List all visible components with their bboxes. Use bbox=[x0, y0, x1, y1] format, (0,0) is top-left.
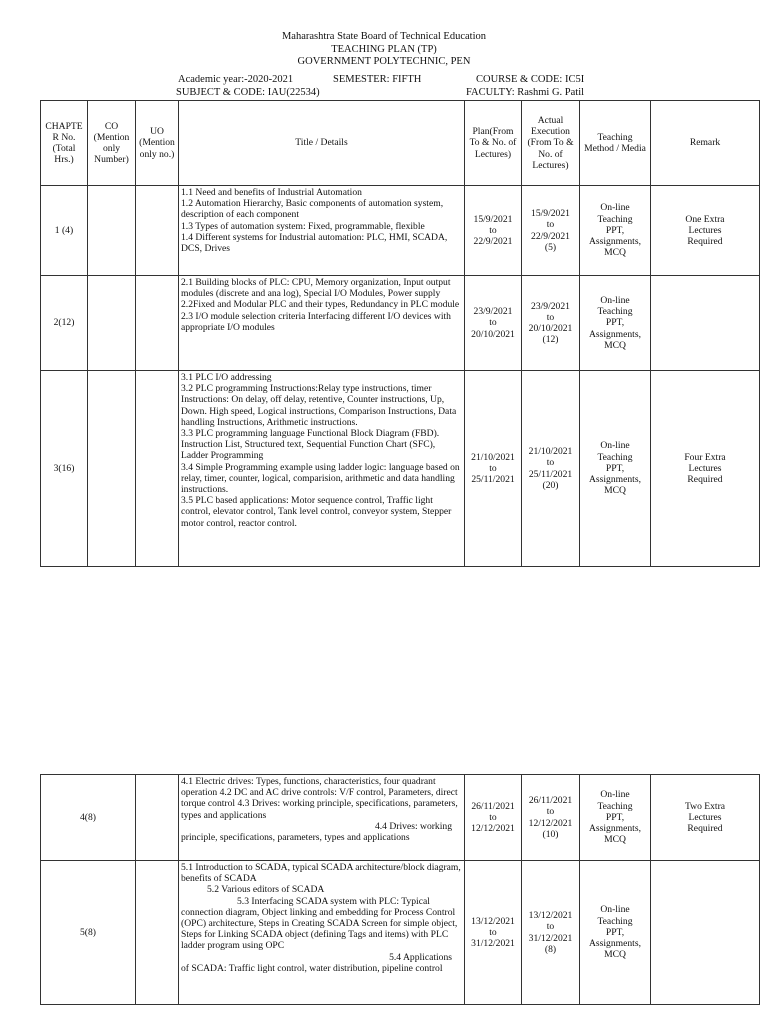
col-co: CO (Mention only Number) bbox=[88, 101, 136, 186]
actual-from: 26/11/2021 bbox=[528, 795, 573, 807]
remark-cell bbox=[651, 186, 760, 276]
method-line: PPT, bbox=[605, 224, 625, 236]
detail-line: 5.3 Interfacing SCADA system with PLC: Typical bbox=[237, 895, 430, 907]
method-line: Assignments, bbox=[589, 823, 641, 835]
method-line: MCQ bbox=[604, 949, 626, 961]
subject-code: SUBJECT & CODE: IAU(22534) bbox=[176, 87, 320, 98]
plan-to-word: to bbox=[489, 462, 497, 474]
actual-to-word: to bbox=[546, 921, 555, 933]
course-code: COURSE & CODE: IC5I bbox=[476, 74, 585, 85]
plan-from: 23/9/2021 bbox=[473, 306, 513, 318]
plan-from: 15/9/2021 bbox=[473, 213, 513, 225]
detail-line: 1.2 Automation Hierarchy, Basic components of automation system, description of each component bbox=[181, 198, 444, 221]
details-cell bbox=[179, 276, 465, 371]
uo-cell bbox=[136, 861, 179, 1005]
table-row bbox=[41, 186, 760, 276]
plan-to: 20/10/2021 bbox=[471, 328, 515, 340]
detail-line: 4.4 Drives: working bbox=[374, 820, 452, 832]
method-line: PPT, bbox=[605, 926, 625, 938]
method-line: On-line bbox=[600, 904, 630, 916]
col-remark: Remark bbox=[651, 101, 760, 186]
method-line: On-line bbox=[600, 440, 630, 452]
plan-to-word: to bbox=[489, 224, 497, 236]
method-cell bbox=[580, 276, 651, 371]
method-cell bbox=[580, 186, 651, 276]
plan-cell bbox=[465, 861, 522, 1005]
co-cell bbox=[88, 371, 136, 567]
detail-line: 1.3 Types of automation system: Fixed, programmable, flexible bbox=[181, 220, 425, 232]
actual-from: 21/10/2021 bbox=[528, 446, 573, 458]
remark-line: Required bbox=[687, 474, 723, 486]
actual-to-word: to bbox=[546, 219, 555, 231]
plan-cell bbox=[465, 186, 522, 276]
col-plan: Plan(From To & No. of Lectures) bbox=[465, 101, 522, 186]
plan-to-word: to bbox=[489, 811, 497, 823]
actual-to: 25/11/2021 bbox=[528, 468, 573, 480]
detail-line: 5.2 Various editors of SCADA bbox=[207, 884, 325, 896]
actual-from: 23/9/2021 bbox=[531, 300, 570, 312]
method-line: Teaching bbox=[597, 800, 633, 812]
remark-cell bbox=[651, 276, 760, 371]
details-cell bbox=[179, 186, 465, 276]
co-cell bbox=[88, 186, 136, 276]
actual-cell bbox=[522, 186, 580, 276]
detail-line: 3.1 PLC I/O addressing bbox=[181, 372, 272, 383]
remark-cell bbox=[651, 775, 760, 861]
chapter-cell: 4(8) bbox=[41, 775, 136, 861]
detail-line: 1.4 Different systems for Industrial automation: PLC, HMI, SCADA, DCS, Drives bbox=[181, 231, 448, 255]
plan-to: 12/12/2021 bbox=[471, 823, 515, 835]
details-cell bbox=[179, 775, 465, 861]
method-line: On-line bbox=[600, 789, 630, 801]
actual-lectures: (10) bbox=[542, 828, 559, 840]
method-line: Assignments, bbox=[589, 938, 641, 950]
detail-line: 3.2 PLC programming Instructions:Relay type instructions, timer Instructions: On delay, off delay, retentive, Counter instructions, Up, Down. High speed, Logical instructions, Comparison Instructions, Data handling Instructions, Arithmetic instructions. bbox=[181, 383, 457, 428]
method-line: Teaching bbox=[597, 213, 633, 225]
remark-line: Lectures bbox=[688, 224, 722, 236]
plan-to-word: to bbox=[489, 317, 497, 329]
actual-lectures: (12) bbox=[542, 334, 559, 346]
actual-lectures: (20) bbox=[542, 479, 559, 491]
method-line: MCQ bbox=[604, 339, 626, 351]
uo-cell bbox=[136, 276, 179, 371]
actual-to-word: to bbox=[546, 311, 555, 323]
method-line: Teaching bbox=[597, 306, 633, 318]
method-cell bbox=[580, 775, 651, 861]
actual-from: 13/12/2021 bbox=[528, 910, 573, 922]
actual-to: 12/12/2021 bbox=[528, 817, 573, 829]
teaching-plan-table-2 bbox=[40, 774, 760, 1005]
method-line: MCQ bbox=[604, 485, 626, 497]
details-cell bbox=[179, 371, 465, 567]
method-line: On-line bbox=[600, 202, 630, 214]
plan-to: 22/9/2021 bbox=[473, 236, 513, 248]
method-line: Assignments, bbox=[589, 474, 641, 486]
plan-cell bbox=[465, 276, 522, 371]
plan-from: 26/11/2021 bbox=[471, 800, 515, 812]
chapter-cell: 5(8) bbox=[41, 861, 136, 1005]
col-actual: Actual Execution (From To & No. of Lectures) bbox=[522, 101, 580, 186]
chapter-cell: 1 (4) bbox=[41, 186, 88, 276]
col-method: Teaching Method / Media bbox=[580, 101, 651, 186]
detail-line: 3.5 PLC based applications: Motor sequence control, Traffic light control, elevator control, Tank level control, conveyor system, Stepper motor control, reactor control. bbox=[181, 495, 452, 529]
actual-to-word: to bbox=[546, 806, 555, 818]
remark-line: One Extra bbox=[685, 213, 725, 225]
actual-to: 31/12/2021 bbox=[528, 932, 573, 944]
method-line: PPT, bbox=[605, 462, 625, 474]
plan-cell bbox=[465, 775, 522, 861]
plan-from: 21/10/2021 bbox=[471, 451, 515, 463]
detail-line: 3.3 PLC programming language Functional Block Diagram (FBD). Instruction List, Structured text, Sequential Function Chart (SFC), Ladder Programming bbox=[181, 428, 440, 462]
table-row bbox=[41, 371, 760, 567]
detail-line: of SCADA: Traffic light control, water distribution, pipeline control bbox=[181, 962, 443, 974]
col-chapter: CHAPTE R No. (Total Hrs.) bbox=[41, 101, 88, 186]
method-line: Teaching bbox=[597, 915, 633, 927]
col-title: Title / Details bbox=[179, 101, 465, 186]
detail-line: 3.4 Simple Programming example using ladder logic: language based on relay, timer, counter, logical, comparision, arithmetic and data handling instructions. bbox=[181, 461, 460, 496]
method-line: Assignments, bbox=[589, 328, 641, 340]
faculty: FACULTY: Rashmi G. Patil bbox=[466, 87, 585, 98]
actual-to: 20/10/2021 bbox=[528, 323, 573, 334]
method-line: Teaching bbox=[597, 451, 633, 463]
actual-to: 22/9/2021 bbox=[531, 230, 570, 242]
detail-line: 2.3 I/O module selection criteria Interfacing different I/O devices with appropriate I/O modules bbox=[181, 310, 451, 333]
remark-cell bbox=[651, 861, 760, 1005]
method-cell bbox=[580, 371, 651, 567]
detail-line: 4.1 Electric drives: Types, functions, characteristics, four quadrant operation 4.2 DC and AC drive controls: V/F control, Parameters, direct torque control 4.3 Drives: working principle, specifications, parameters, types and applications bbox=[181, 776, 458, 821]
plan-to: 31/12/2021 bbox=[471, 938, 515, 950]
plan-cell bbox=[465, 371, 522, 567]
table-row bbox=[41, 276, 760, 371]
header-row bbox=[41, 101, 760, 186]
co-cell bbox=[88, 276, 136, 371]
detail-line: 2.2Fixed and Modular PLC and their types, Redundancy in PLC module bbox=[181, 299, 460, 311]
semester: SEMESTER: FIFTH bbox=[333, 74, 422, 85]
uo-cell bbox=[136, 775, 179, 861]
method-cell bbox=[580, 861, 651, 1005]
table-row bbox=[41, 861, 760, 1005]
detail-line: 2.1 Building blocks of PLC: CPU, Memory organization, Input output modules (discrete and ana log), Special I/O Modules, Power supply bbox=[181, 277, 451, 300]
detail-line: 1.1 Need and benefits of Industrial Automation bbox=[181, 187, 362, 198]
plan-from: 13/12/2021 bbox=[471, 915, 515, 927]
table-row bbox=[41, 775, 760, 861]
detail-line: connection diagram, Object linking and embedding for Process Control (OPC) architecture, Steps in Creating SCADA Screen for simple object, Steps for Linking SCADA object (defining Tags and items) with PLC ladder program using OPC bbox=[181, 906, 458, 952]
chapter-cell: 2(12) bbox=[41, 276, 88, 371]
uo-cell bbox=[136, 186, 179, 276]
method-line: Assignments, bbox=[589, 236, 641, 248]
plan-to: 25/11/2021 bbox=[471, 474, 515, 486]
method-line: MCQ bbox=[604, 834, 626, 846]
uo-cell bbox=[136, 371, 179, 567]
actual-lectures: (8) bbox=[544, 943, 557, 955]
remark-line: Two Extra bbox=[684, 800, 726, 812]
institute-name: GOVERNMENT POLYTECHNIC, PEN bbox=[297, 56, 471, 67]
method-line: PPT, bbox=[605, 317, 625, 329]
remark-line: Four Extra bbox=[684, 451, 726, 463]
actual-cell bbox=[522, 276, 580, 371]
method-line: MCQ bbox=[604, 247, 626, 259]
remark-line: Required bbox=[687, 236, 723, 248]
board-name: Maharashtra State Board of Technical Education bbox=[281, 31, 487, 42]
remark-line: Lectures bbox=[688, 811, 722, 823]
remark-line: Required bbox=[687, 823, 723, 835]
remark-cell bbox=[651, 371, 760, 567]
col-uo: UO (Mention only no.) bbox=[136, 101, 179, 186]
detail-line: principle, specifications, parameters, types and applications bbox=[181, 832, 410, 844]
detail-line: 5.4 Applications bbox=[389, 951, 452, 963]
actual-cell bbox=[522, 775, 580, 861]
actual-from: 15/9/2021 bbox=[531, 208, 570, 220]
method-line: On-line bbox=[600, 294, 630, 306]
chapter-cell: 3(16) bbox=[41, 371, 88, 567]
actual-cell bbox=[522, 371, 580, 567]
academic-year: Academic year:-2020-2021 bbox=[178, 74, 294, 85]
plan-title: TEACHING PLAN (TP) bbox=[331, 44, 437, 55]
plan-to-word: to bbox=[489, 926, 497, 938]
actual-to-word: to bbox=[546, 457, 555, 469]
method-line: PPT, bbox=[605, 811, 625, 823]
details-cell bbox=[179, 861, 465, 1005]
remark-line: Lectures bbox=[688, 462, 722, 474]
actual-cell bbox=[522, 861, 580, 1005]
teaching-plan-table-1 bbox=[40, 100, 760, 567]
detail-line: 5.1 Introduction to SCADA, typical SCADA architecture/block diagram, benefits of SCADA bbox=[181, 862, 461, 885]
actual-lectures: (5) bbox=[544, 241, 557, 253]
